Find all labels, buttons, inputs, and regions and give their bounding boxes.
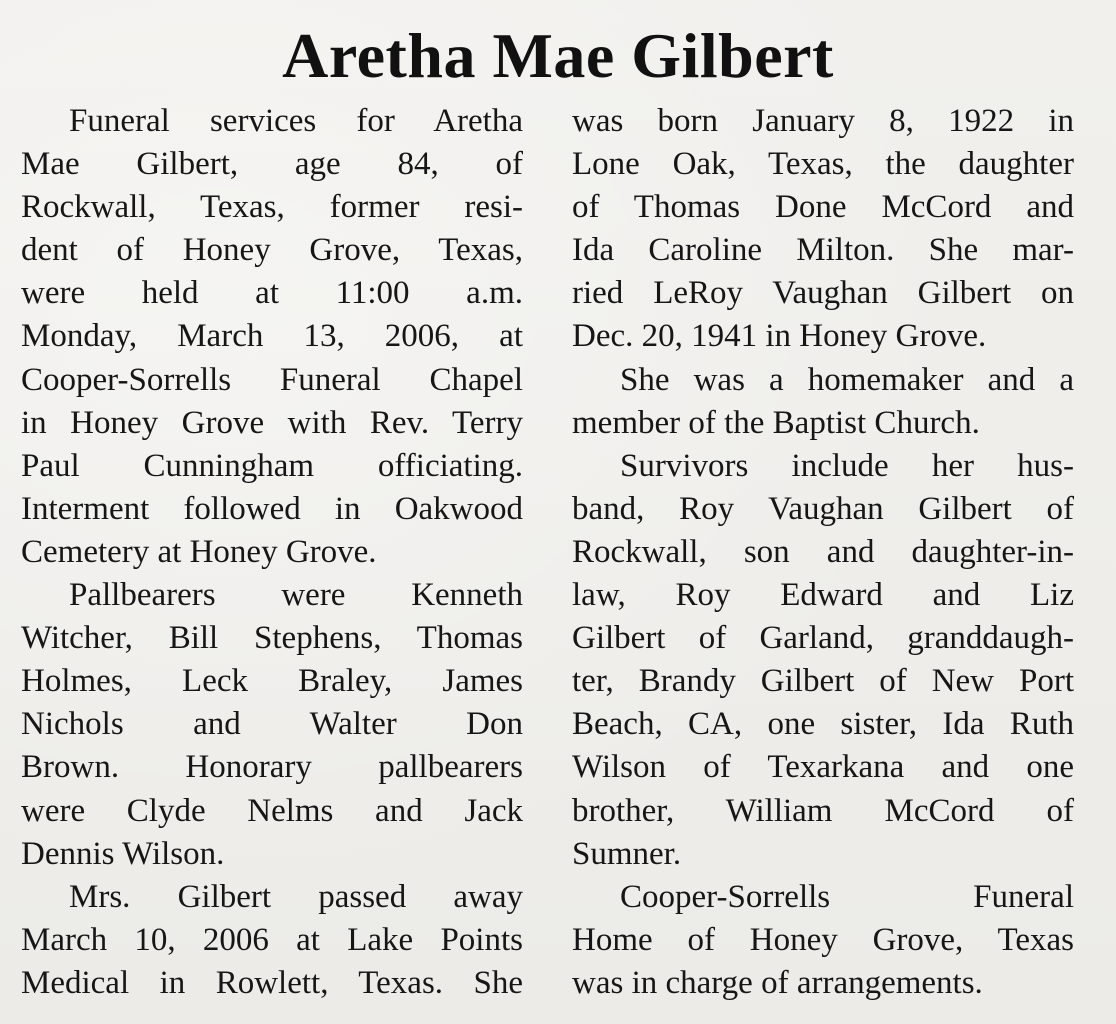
text-line: law, Roy Edward and Liz <box>572 577 1074 614</box>
text-line: Dennis Wilson. <box>21 835 225 872</box>
text-line: Witcher, Bill Stephens, Thomas <box>21 620 523 657</box>
text-line: ried LeRoy Vaughan Gilbert on <box>572 275 1074 312</box>
text-line: Pallbearers were Kenneth <box>69 577 523 614</box>
text-line: were held at 11:00 a.m. <box>21 275 523 312</box>
text-line: brother, William McCord of <box>572 792 1074 829</box>
obituary-title: Aretha Mae Gilbert <box>282 20 834 91</box>
text-line: in Honey Grove with Rev. Terry <box>21 404 523 441</box>
text-line: Beach, CA, one sister, Ida Ruth <box>572 706 1074 743</box>
text-line: Rockwall, Texas, former resi- <box>21 189 523 226</box>
text-line: Dec. 20, 1941 in Honey Grove. <box>572 318 987 355</box>
text-line: Nichols and Walter Don <box>21 706 523 743</box>
text-line: Monday, March 13, 2006, at <box>21 318 523 355</box>
text-line: was born January 8, 1922 in <box>572 103 1074 139</box>
text-line: Lone Oak, Texas, the daughter <box>572 146 1074 183</box>
text-line: Cemetery at Honey Grove. <box>21 533 377 570</box>
text-line: were Clyde Nelms and Jack <box>21 792 523 829</box>
text-line: band, Roy Vaughan Gilbert of <box>572 490 1074 527</box>
text-line: Sumner. <box>572 835 682 872</box>
text-line: Interment followed in Oakwood <box>21 490 523 527</box>
text-line: Gilbert of Garland, granddaugh- <box>572 620 1074 657</box>
text-line: March 10, 2006 at Lake Points <box>21 921 523 958</box>
text-line: dent of Honey Grove, Texas, <box>21 232 523 269</box>
text-line: Brown. Honorary pallbearers <box>21 749 523 786</box>
text-line: Cooper-Sorrells Funeral <box>620 878 1074 915</box>
text-line: Ida Caroline Milton. She mar- <box>572 232 1074 269</box>
text-line: Mae Gilbert, age 84, of <box>21 146 523 183</box>
text-line: of Thomas Done McCord and <box>572 189 1074 226</box>
text-line: Mrs. Gilbert passed away <box>69 878 523 915</box>
text-line: Wilson of Texarkana and one <box>572 749 1074 786</box>
text-line: was in charge of arrangements. <box>572 964 983 1001</box>
text-line: Cooper-Sorrells Funeral Chapel <box>21 361 523 398</box>
text-line: Holmes, Leck Braley, James <box>21 663 523 700</box>
text-line: Home of Honey Grove, Texas <box>572 921 1074 958</box>
text-line: She was a homemaker and a <box>620 361 1074 398</box>
left-column <box>21 100 523 1005</box>
text-line: Rockwall, son and daughter-in- <box>572 533 1074 570</box>
text-line: member of the Baptist Church. <box>572 404 980 441</box>
text-line: Paul Cunningham officiating. <box>21 447 523 484</box>
right-column <box>572 100 1074 1005</box>
text-line: ter, Brandy Gilbert of New Port <box>572 663 1074 700</box>
text-line: Medical in Rowlett, Texas. She <box>21 964 523 1001</box>
text-line: Funeral services for Aretha <box>69 103 523 139</box>
text-line: Survivors include her hus- <box>620 447 1074 484</box>
